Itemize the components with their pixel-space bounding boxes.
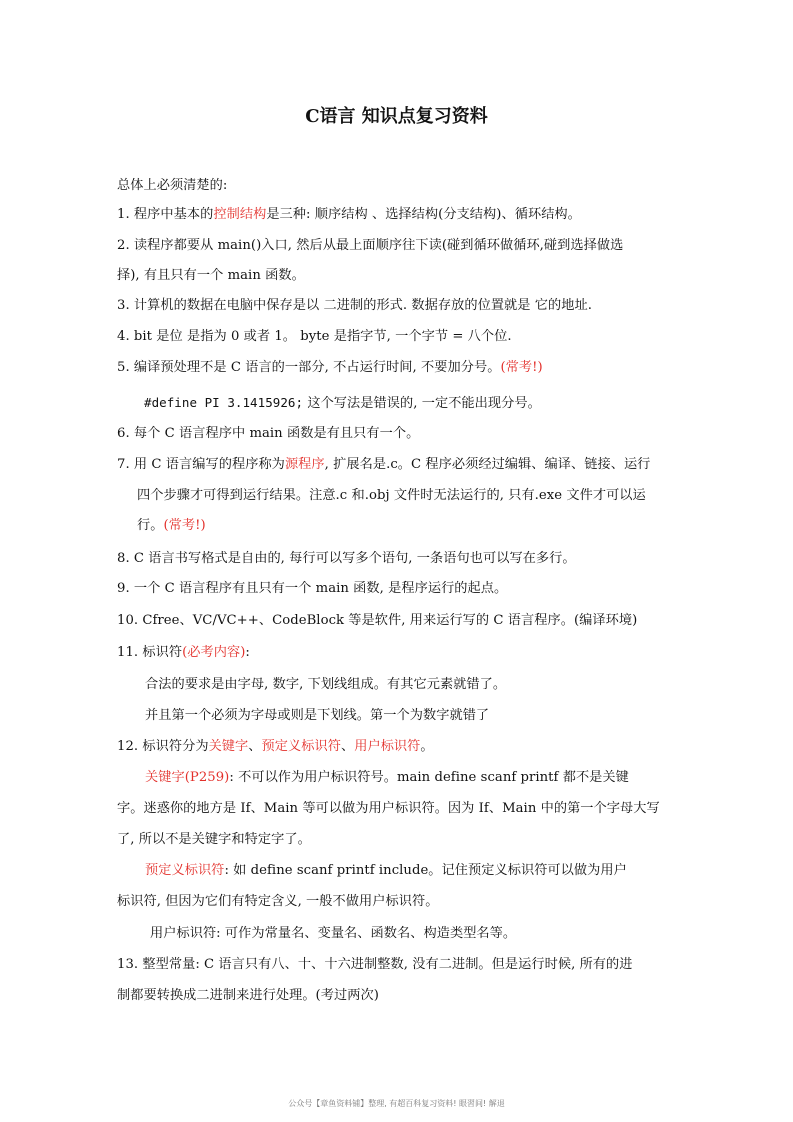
keyword-text: : 不可以作为用户标识符号。main define scanf printf 都不是关键 <box>229 770 629 785</box>
predefined-label: 预定义标识符 <box>145 863 225 878</box>
item-5 <box>117 358 543 378</box>
item-12 <box>117 737 434 757</box>
item-11-highlight: (必考内容) <box>182 645 246 660</box>
item-11-rule-2: 并且第一个必须为字母或则是下划线。第一个为数字就错了 <box>145 708 490 723</box>
item-3: 3. 计算机的数据在电脑中保存是以 二进制的形式. 数据存放的位置就是 它的地址. <box>117 298 592 313</box>
item-1-text: 1. 程序中基本的 <box>117 207 214 222</box>
item-12-sep-2: 、 <box>340 739 355 754</box>
item-12-sep-1: 、 <box>248 739 262 754</box>
keyword-line-3: 了, 所以不是关键字和特定字了。 <box>117 832 311 847</box>
keyword-highlight: 关键字 <box>208 739 249 754</box>
keyword-label: 关键字(P259) <box>145 770 230 785</box>
item-6: 6. 每个 C 语言程序中 main 函数是有且只有一个。 <box>117 426 420 441</box>
document-title: C语言 知识点复习资料 <box>305 106 488 127</box>
predefined-line-2: 标识符, 但因为它们有特定含义, 一般不做用户标识符。 <box>117 894 439 909</box>
keyword-line-2: 字。迷惑你的地方是 If、Main 等可以做为用户标识符。因为 If、Main 中的第一个字母大写 <box>117 801 660 816</box>
item-7-line-2: 四个步骤才可得到运行结果。注意.c 和.obj 文件时无法运行的, 只有.exe 文件才可以运 <box>137 488 646 503</box>
item-10: 10. Cfree、VC/VC++、CodeBlock 等是软件, 用来运行写的 C 语言程序。(编译环境) <box>117 613 638 628</box>
item-7-text-end: , 扩展名是.c。C 程序必须经过编辑、编译、链接、运行 <box>324 457 651 472</box>
intro-line: 总体上必须清楚的: <box>117 178 228 193</box>
item-7-line-3-text: 行。 <box>137 518 164 533</box>
item-11-text-end: : <box>245 645 250 660</box>
item-5-example <box>144 393 541 414</box>
user-identifier-line: 用户标识符: 可作为常量名、变量名、函数名、构造类型名等。 <box>150 926 517 941</box>
item-7-highlight: 源程序 <box>284 457 325 472</box>
predefined-highlight: 预定义标识符 <box>261 739 341 754</box>
item-7-line-3-highlight: (常考!) <box>163 518 206 533</box>
footer-note: 公众号【章鱼资料铺】整理, 有超百科复习资料! 眼習间! 解退 <box>288 1099 505 1108</box>
item-9: 9. 一个 C 语言程序有且只有一个 main 函数, 是程序运行的起点。 <box>117 581 508 596</box>
item-1-highlight: 控制结构 <box>213 207 267 222</box>
item-5-highlight: (常考!) <box>500 360 543 375</box>
item-1-text-end: 是三种: 顺序结构 、选择结构(分支结构)、循环结构。 <box>266 207 581 222</box>
keyword-line-1 <box>145 768 629 788</box>
item-11-rule-1: 合法的要求是由字母, 数字, 下划线组成。有其它元素就错了。 <box>145 677 507 692</box>
item-11 <box>117 643 250 663</box>
item-11-text: 11. 标识符 <box>117 645 183 660</box>
item-1 <box>117 205 581 225</box>
item-2-line-2: 择), 有且只有一个 main 函数。 <box>117 268 305 283</box>
item-12-text-end: 。 <box>420 739 434 754</box>
predefined-line-1 <box>145 861 627 881</box>
item-4: 4. bit 是位 是指为 0 或者 1。 byte 是指字节, 一个字节 = 八个位. <box>117 329 512 344</box>
item-8: 8. C 语言书写格式是自由的, 每行可以写多个语句, 一条语句也可以写在多行。 <box>117 551 576 566</box>
item-7-text: 7. 用 C 语言编写的程序称为 <box>117 457 285 472</box>
item-7-line-1 <box>117 455 650 475</box>
user-identifier-highlight: 用户标识符 <box>354 739 421 754</box>
define-code: #define PI 3.1415926; <box>144 395 304 410</box>
item-13-line-1: 13. 整型常量: C 语言只有八、十、十六进制整数, 没有二进制。但是运行时候, 所有的进 <box>117 957 633 972</box>
item-5-text: 5. 编译预处理不是 C 语言的一部分, 不占运行时间, 不要加分号。 <box>117 360 501 375</box>
item-12-text: 12. 标识符分为 <box>117 739 209 754</box>
item-7-line-3 <box>137 516 206 536</box>
item-2-line-1: 2. 读程序都要从 main()入口, 然后从最上面顺序往下读(碰到循环做循环,碰到选择做选 <box>117 238 624 253</box>
define-note: 这个写法是错误的, 一定不能出现分号。 <box>303 396 541 411</box>
predefined-text: : 如 define scanf printf include。记住预定义标识符可以做为用户 <box>224 863 627 878</box>
item-13-line-2: 制都要转换成二进制来进行处理。(考过两次) <box>117 988 379 1003</box>
